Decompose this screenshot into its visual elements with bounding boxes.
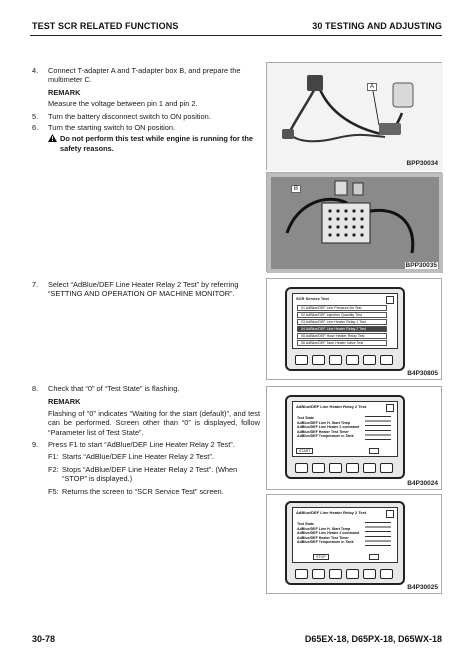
figure-t-adapter <box>266 62 442 170</box>
f5-button <box>363 463 376 473</box>
f4-button <box>346 463 359 473</box>
param-row: AdBlue/DEF Line H. Start Temp <box>297 526 351 531</box>
f1-button <box>295 463 308 473</box>
param-row: Test State <box>297 522 314 526</box>
figure-t-adapter-box <box>266 172 442 272</box>
step-7 <box>32 280 260 299</box>
f5-softkey <box>369 554 379 560</box>
menu-row-selected: 04 AdBlue/DEF Line Heater Relay 2 Test <box>297 326 387 332</box>
key-label: F5: <box>48 486 59 496</box>
remark-text: Measure the voltage between pin 1 and pin 2. <box>48 99 198 109</box>
steps-block-2 <box>32 280 260 299</box>
menu-row: 02 AdBlue/DEF Injection Quantity Test <box>297 312 387 318</box>
figure-code: B4P30805 <box>407 370 438 377</box>
f6-button <box>380 463 393 473</box>
param-row: AdBlue/DEF Temperature in Tank <box>297 434 354 439</box>
screen-title: SCR Service Test <box>296 296 329 301</box>
step-number: 8. <box>32 384 39 393</box>
step-4 <box>32 66 260 85</box>
param-row: AdBlue/DEF Line Heater 2 command <box>297 531 360 536</box>
monitor-screen <box>292 293 398 349</box>
menu-icon <box>386 296 394 304</box>
safety-warning <box>48 134 260 153</box>
monitor-screen <box>292 401 398 457</box>
monitor-buttons <box>295 569 393 579</box>
machine-monitor <box>285 501 405 585</box>
menu-row: 06 AdBlue/DEF Tank Heater Valve Test <box>297 340 387 346</box>
step-text: Check that “0” of “Test State” is flashing. <box>48 384 180 393</box>
t-adapter-photo <box>267 63 443 171</box>
remark-text: Flashing of “0” indicates “Waiting for the start (default)”, and test can be performed. Screen other than “0” is displayed, follow “Parameter list of Test State”. <box>48 408 260 437</box>
step-text: Turn the starting switch to ON position. <box>48 123 176 133</box>
f2-softkey: STOP <box>313 554 329 560</box>
key-label: F2: <box>48 464 59 474</box>
step-text: Turn the battery disconnect switch to ON position. <box>48 111 211 121</box>
machine-monitor <box>285 395 405 479</box>
monitor-screen <box>292 507 398 563</box>
f6-button <box>380 569 393 579</box>
step-8 <box>32 384 260 393</box>
param-row: AdBlue/DEF Line Heater 2 command <box>297 425 360 430</box>
f1-description <box>48 452 260 461</box>
model-names: D65EX-18, D65PX-18, D65WX-18 <box>304 634 442 644</box>
key-text: Starts “AdBlue/DEF Line Heater Relay 2 Test”. <box>62 452 214 462</box>
step-9 <box>32 440 260 449</box>
monitor-buttons <box>295 355 393 365</box>
remark-heading: REMARK <box>48 87 81 97</box>
step-number: 6. <box>32 123 39 133</box>
f2-button <box>312 355 325 365</box>
f5-button <box>363 355 376 365</box>
key-text: Stops “AdBlue/DEF Line Heater Relay 2 Test”. (When “STOP” is displayed.) <box>62 464 238 484</box>
callout-b: B <box>291 185 301 193</box>
figure-code: B4P30024 <box>407 480 438 487</box>
menu-row: 05 AdBlue/DEF Hose Heater Relay Test <box>297 333 387 339</box>
step-number: 7. <box>32 280 39 289</box>
f1-button <box>295 569 308 579</box>
steps-block-1 <box>32 66 260 153</box>
step-text: Connect T-adapter A and T-adapter box B, and prepare the multimeter C. <box>48 66 241 85</box>
f3-button <box>329 569 342 579</box>
param-row: AdBlue/DEF Heater Test Timer <box>297 429 349 434</box>
step-number: 9. <box>32 440 39 450</box>
f5-description <box>48 487 260 496</box>
f4-button <box>346 569 359 579</box>
step-number: 4. <box>32 66 39 75</box>
screen-title: AdBlue/DEF Line Heater Relay 2 Test <box>296 510 367 515</box>
menu-row: 01 AdBlue/DEF Line Pressure Air Test <box>297 305 387 311</box>
param-list <box>297 522 359 545</box>
param-row: AdBlue/DEF Line H. Start Temp <box>297 420 351 425</box>
figure-scr-service-test <box>266 278 442 380</box>
f1-button <box>295 355 308 365</box>
machine-monitor <box>285 287 405 371</box>
page-number: 30-78 <box>32 634 56 644</box>
step-6 <box>32 123 260 132</box>
f3-button <box>329 355 342 365</box>
warning-text: Do not perform this test while engine is running for the safety reasons. <box>60 134 253 153</box>
step-text: Select “AdBlue/DEF Line Heater Relay 2 Test” by referring “SETTING AND OPERATION OF MACHINE MONITOR”. <box>48 280 239 299</box>
f2-button <box>312 569 325 579</box>
figure-relay-2-test-stop <box>266 494 442 594</box>
param-row: AdBlue/DEF Temperature in Tank <box>297 540 354 545</box>
figure-relay-2-test-start <box>266 386 442 490</box>
param-list <box>297 416 359 439</box>
step-5 <box>32 112 260 121</box>
menu-icon <box>386 510 394 518</box>
f5-softkey <box>369 448 379 454</box>
f2-description <box>48 465 260 484</box>
screen-title: AdBlue/DEF Line Heater Relay 2 Test <box>296 404 367 409</box>
steps-block-3 <box>32 384 260 496</box>
param-row: AdBlue/DEF Heater Test Timer <box>297 535 349 540</box>
f6-button <box>380 355 393 365</box>
f4-button <box>346 355 359 365</box>
chapter-title: 30 TESTING AND ADJUSTING <box>312 21 442 31</box>
f5-button <box>363 569 376 579</box>
step-number: 5. <box>32 111 39 121</box>
figure-code: BPP30034 <box>406 160 438 167</box>
section-title: TEST SCR RELATED FUNCTIONS <box>32 21 179 31</box>
param-values <box>365 416 391 440</box>
step-text: Press F1 to start “AdBlue/DEF Line Heater Relay 2 Test”. <box>48 440 235 450</box>
header-rule <box>30 35 442 36</box>
param-row: Test State <box>297 416 314 420</box>
f1-softkey: START <box>296 448 313 454</box>
key-label: F1: <box>48 452 59 462</box>
monitor-buttons <box>295 463 393 473</box>
menu-icon <box>386 404 394 412</box>
figure-code: BPP30035 <box>405 262 437 269</box>
warning-icon <box>48 134 60 153</box>
remark-heading: REMARK <box>48 397 81 407</box>
f2-button <box>312 463 325 473</box>
figure-code: B4P30025 <box>407 584 438 591</box>
key-text: Returns the screen to “SCR Service Test” screen. <box>62 486 224 496</box>
f3-button <box>329 463 342 473</box>
param-values <box>365 522 391 546</box>
callout-a: A <box>367 83 377 91</box>
menu-row: 03 AdBlue/DEF Line Heater Relay 1 Test <box>297 319 387 325</box>
